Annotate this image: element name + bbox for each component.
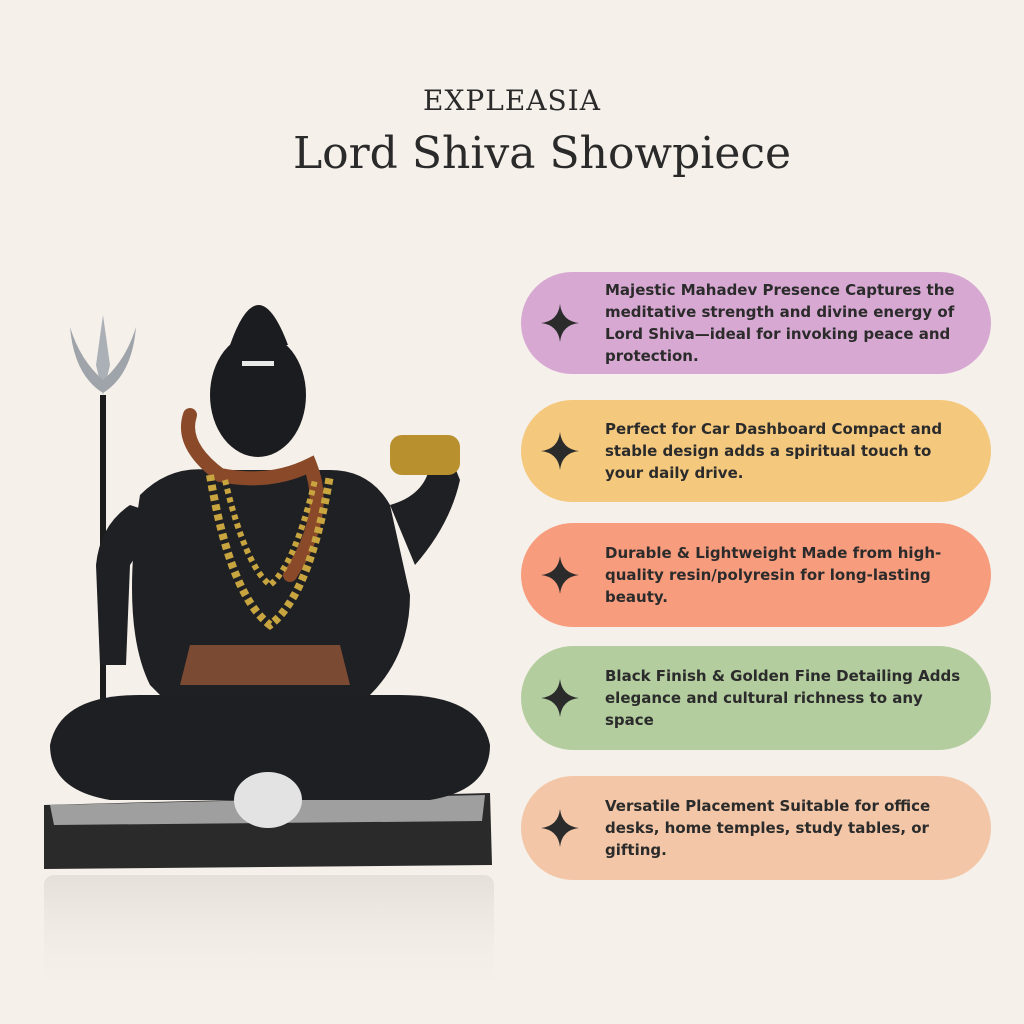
four-point-star-icon <box>541 809 579 847</box>
feature-card-durable <box>521 523 991 627</box>
brand-name: EXPLEASIA <box>423 84 601 117</box>
product-image <box>30 265 510 1005</box>
four-point-star-icon <box>541 432 579 470</box>
feature-card-majestic-presence <box>521 272 991 374</box>
feature-text: Versatile Placement Suitable for office desks, home temples, study tables, or gifting. <box>605 797 931 859</box>
feature-text: Perfect for Car Dashboard Compact and stable design adds a spiritual touch to your daily drive. <box>605 420 943 482</box>
feature-card-black-finish <box>521 646 991 750</box>
feature-text: Durable & Lightweight Made from high-quality resin/polyresin for long-lasting beauty. <box>605 544 942 606</box>
four-point-star-icon <box>541 556 579 594</box>
four-point-star-icon <box>541 679 579 717</box>
four-point-star-icon <box>541 304 579 342</box>
feature-card-car-dashboard <box>521 400 991 502</box>
feature-text: Black Finish & Golden Fine Detailing Adds elegance and cultural richness to any space <box>605 667 961 729</box>
page-title: Lord Shiva Showpiece <box>292 128 792 179</box>
feature-card-versatile-placement <box>521 776 991 880</box>
shiva-statue-illustration <box>30 265 510 1005</box>
feature-text: Majestic Mahadev Presence Captures the meditative strength and divine energy of Lord Shiva—ideal for invoking peace and protection. <box>605 281 955 365</box>
